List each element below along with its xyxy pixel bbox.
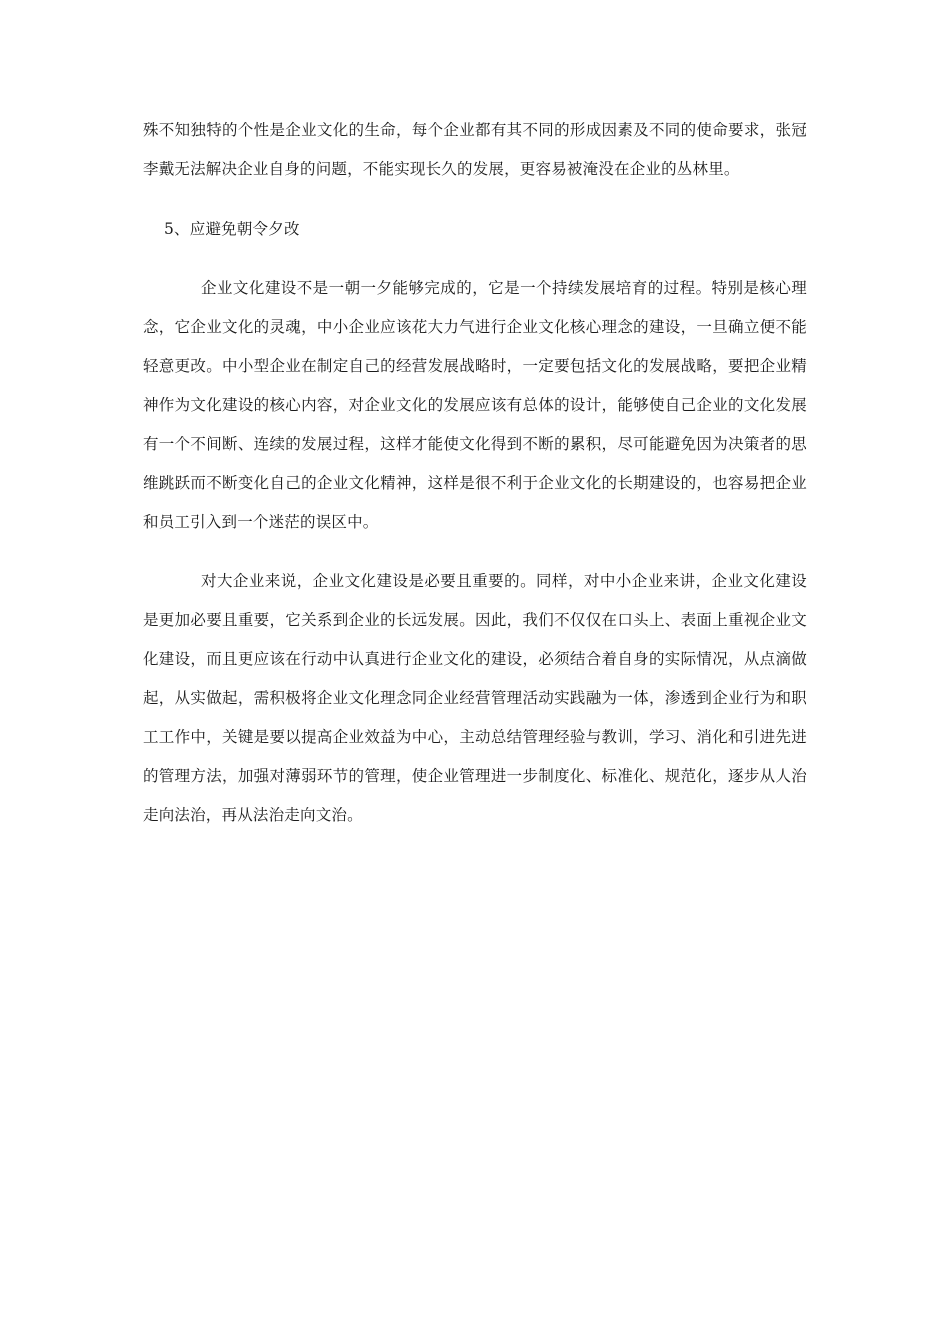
paragraph-individuality: 殊不知独特的个性是企业文化的生命，每个企业都有其不同的形成因素及不同的使命要求，张冠李戴无法解决企业自身的问题，不能实现长久的发展，更容易被淹没在企业的丛林里。 <box>143 121 807 178</box>
paragraph-importance: 对大企业来说，企业文化建设是必要且重要的。同样，对中小企业来讲，企业文化建设是更加必要且重要，它关系到企业的长远发展。因此，我们不仅仅在口头上、表面上重视企业文化建设，而且更应该在行动中认真进行企业文化的建设，必须结合着自身的实际情况，从点滴做起，从实做起，需积极将企业文化理念同企业经营管理活动实践融为一体，渗透到企业行为和职工工作中，关键是要以提高企业效益为中心，主动总结管理经验与教训，学习、消化和引进先进的管理方法，加强对薄弱环节的管理，使企业管理进一步制度化、标准化、规范化，逐步从人治走向法治，再从法治走向文治。 <box>143 572 807 824</box>
paragraph-avoid-frequent-change: 企业文化建设不是一朝一夕能够完成的，它是一个持续发展培育的过程。特别是核心理念，它企业文化的灵魂，中小企业应该花大力气进行企业文化核心理念的建设，一旦确立便不能轻意更改。中小型企业在制定自己的经营发展战略时，一定要包括文化的发展战略，要把企业精神作为文化建设的核心内容，对企业文化的发展应该有总体的设计，能够使自己企业的文化发展有一个不间断、连续的发展过程，这样才能使文化得到不断的累积，尽可能避免因为决策者的思维跳跃而不断变化自己的企业文化精神，这样是很不利于企业文化的长期建设的，也容易把企业和员工引入到一个迷茫的误区中。 <box>143 279 807 531</box>
section-heading-5: 5、应避免朝令夕改 <box>164 220 300 238</box>
